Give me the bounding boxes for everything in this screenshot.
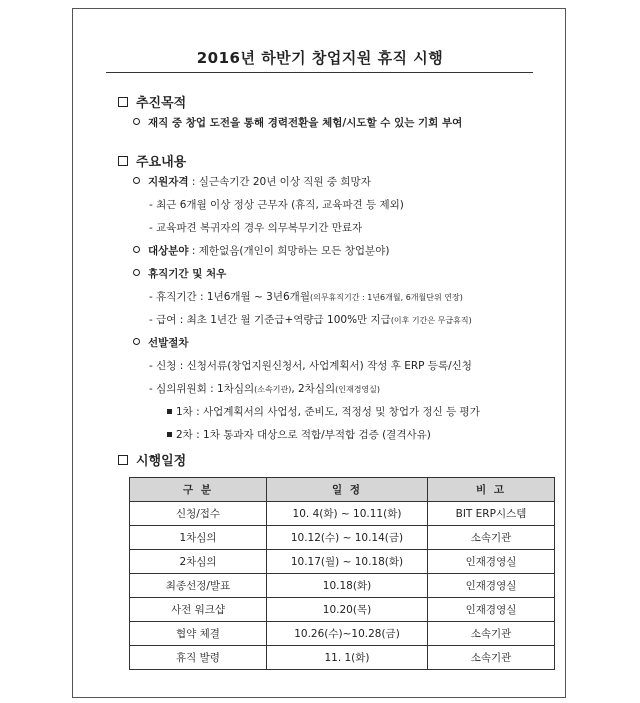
leave-period [149,289,463,304]
row-category: 2차심의 [130,550,267,574]
committee-note-b: (소속기관) [254,385,292,394]
row-note: 인재경영실 [428,550,555,574]
filled-square-bullet-icon [167,432,172,437]
section-schedule-heading: 시행일정 [136,454,187,469]
row-note: 소속기관 [428,622,555,646]
selection-item [133,335,189,350]
row-date: 10.18(화) [267,574,428,598]
table-row [130,598,555,622]
section-content-heading: 주요내용 [136,155,187,170]
leave-pay-text: - 급여 : 최초 1년간 월 기준급+역량급 100%만 지급 [149,314,391,326]
row-date: 11. 1(화) [267,646,428,670]
circle-bullet-icon [133,118,140,125]
row-date: 10.26(수)~10.28(금) [267,622,428,646]
committee-text-c: , 2차심의 [291,383,336,395]
purpose-item [133,115,462,130]
row-category: 협약 체결 [130,622,267,646]
eligibility-value: : 실근속기간 20년 이상 직원 중 희망자 [188,176,371,188]
leave-pay [149,312,472,327]
field-item [133,243,389,258]
filled-square-bullet-icon [167,409,172,414]
table-row [130,622,555,646]
committee-text-a: - 심의위원회 : 1차심의 [149,383,255,395]
row-category: 최종선정/발표 [130,574,267,598]
schedule-header-row [130,478,555,502]
round-1-text: 1차 : 사업계획서의 사업성, 준비도, 적정성 및 창업가 정신 등 평가 [176,406,480,418]
row-note: 인재경영실 [428,598,555,622]
circle-bullet-icon [133,338,140,345]
leave-period-note: (의무휴직기간 : 1년6개월, 6개월단위 연장) [309,293,463,302]
eligibility-item [133,174,371,189]
table-row [130,646,555,670]
row-category: 사전 워크샵 [130,598,267,622]
round-2 [167,427,431,442]
circle-bullet-icon [133,177,140,184]
header-category: 구 분 [130,478,267,502]
square-bullet-icon [118,156,128,166]
schedule-table [129,477,555,670]
purpose-text: 재직 중 창업 도전을 통해 경력전환을 체험/시도할 수 있는 기회 부여 [148,117,463,129]
row-category: 휴직 발령 [130,646,267,670]
document-page [72,8,566,698]
section-schedule [118,450,186,469]
row-date: 10. 4(화) ~ 10.11(화) [267,502,428,526]
row-note: 소속기관 [428,646,555,670]
square-bullet-icon [118,455,128,465]
row-category: 1차심의 [130,526,267,550]
eligibility-sub-1: - 최근 6개월 이상 정상 근무자 (휴직, 교육파견 등 제외) [149,199,404,211]
row-category: 신청/접수 [130,502,267,526]
committee-note-d: (인재경영실) [335,385,381,394]
row-date: 10.12(수) ~ 10.14(금) [267,526,428,550]
leave-pay-note: (이후 기간은 무급휴직) [390,316,472,325]
round-1 [167,404,480,419]
eligibility-sub-2: - 교육파견 복귀자의 경우 의무복무기간 만료자 [149,222,363,234]
table-row [130,550,555,574]
leave-period-text: - 휴직기간 : 1년6개월 ~ 3년6개월 [149,291,310,303]
apply-step: - 신청 : 신청서류(창업지원신청서, 사업계획서) 작성 후 ERP 등록/신청 [149,360,472,372]
row-note: BIT ERP시스템 [428,502,555,526]
row-note: 소속기관 [428,526,555,550]
field-label: 대상분야 [148,245,189,257]
row-date: 10.20(목) [267,598,428,622]
circle-bullet-icon [133,269,140,276]
selection-label: 선발절차 [148,337,189,349]
title-divider [106,72,533,73]
document-title: 2016년 하반기 창업지원 휴직 시행 [196,49,444,67]
section-purpose-heading: 추진목적 [136,96,187,111]
round-2-text: 2차 : 1차 통과자 대상으로 적합/부적합 검증 (결격사유) [176,429,431,441]
leave-label: 휴직기간 및 처우 [148,268,227,280]
table-row [130,526,555,550]
square-bullet-icon [118,97,128,107]
committee-step [149,381,380,396]
header-date: 일 정 [267,478,428,502]
section-content [118,151,186,170]
table-row [130,574,555,598]
circle-bullet-icon [133,246,140,253]
eligibility-label: 지원자격 [148,176,189,188]
row-date: 10.17(월) ~ 10.18(화) [267,550,428,574]
table-row [130,502,555,526]
section-purpose [118,92,186,111]
row-note: 인재경영실 [428,574,555,598]
header-note: 비 고 [428,478,555,502]
field-value: : 제한없음(개인이 희망하는 모든 창업분야) [188,245,390,257]
leave-item [133,266,226,281]
